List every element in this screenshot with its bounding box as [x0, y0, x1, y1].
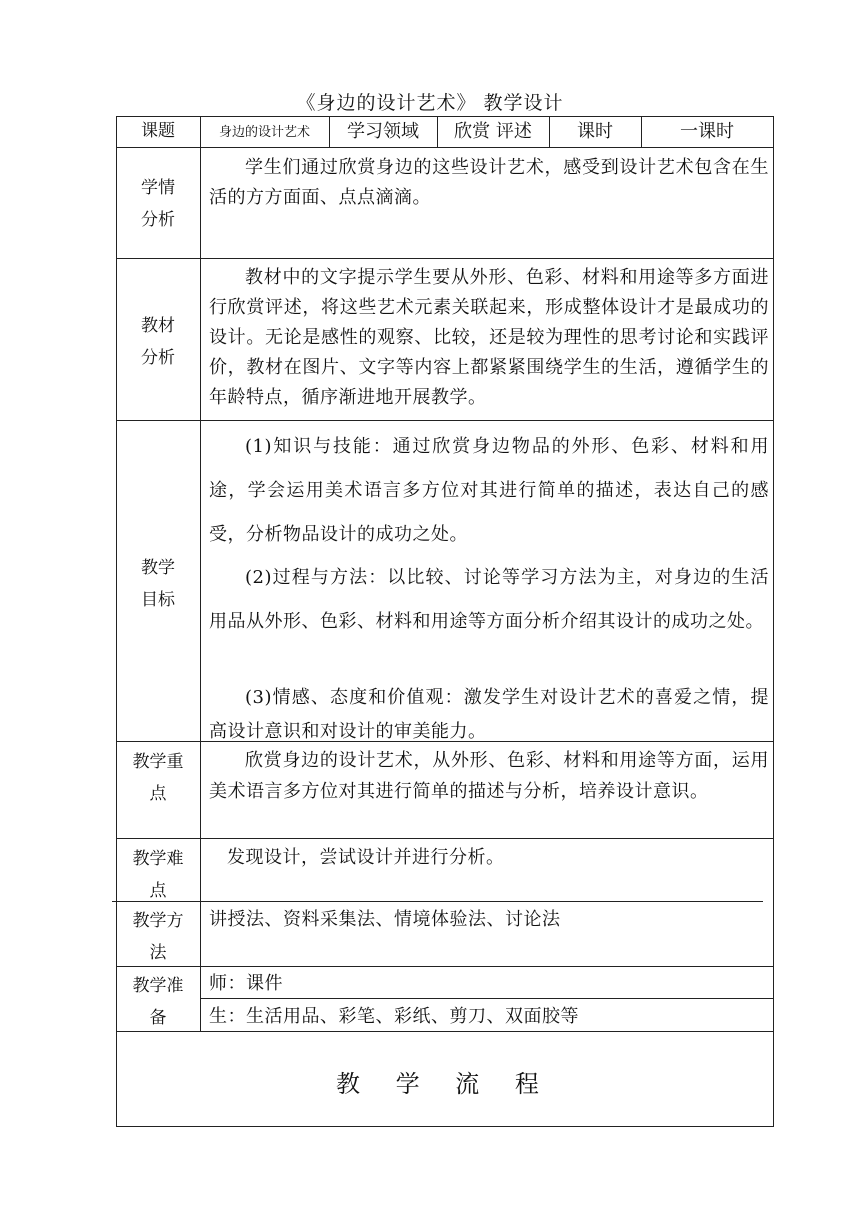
goal-emotion-text: (3)情感、态度和价值观：激发学生对设计艺术的喜爱之情，提高设计意识和对设计的审美能力。 — [209, 687, 769, 742]
material-analysis-label: 教材 分析 — [141, 316, 175, 368]
period-label: 课时 — [577, 121, 613, 142]
goal-process-text: (2)过程与方法：以比较、讨论等学习方法为主，对身边的生活用品从外形、色彩、材料和用途等方面分析介绍其设计的成功之处。 — [209, 567, 769, 632]
difficulties-text: 发现设计，尝试设计并进行分析。 — [227, 847, 505, 868]
course-value: 身边的设计艺术 — [218, 125, 310, 140]
key-points-label: 教学重 点 — [132, 752, 184, 804]
domain-value: 欣赏 评述 — [454, 121, 532, 142]
material-analysis-text: 教材中的文字提示学生要从外形、色彩、材料和用途等多方面进行欣赏评述，将这些艺术元素关联起来，形成整体设计才是最成功的设计。无论是感性的观察、比较，还是较为理性的思考讨论和实践评价，教材在图片、文字等内容上都紧紧围绕学生的生活，遵循学生的年龄特点，循序渐进地开展教学。 — [209, 267, 769, 408]
key-points-text: 欣赏身边的设计艺术，从外形、色彩、材料和用途等方面，运用美术语言多方位对其进行简单的描述与分析，培养设计意识。 — [209, 750, 769, 802]
goal-knowledge-text: (1)知识与技能：通过欣赏身边物品的外形、色彩、材料和用途，学会运用美术语言多方位对其进行简单的描述，表达自己的感受，分析物品设计的成功之处。 — [209, 436, 769, 545]
student-analysis-text: 学生们通过欣赏身边的这些设计艺术，感受到设计艺术包含在生活的方方面面、点点滴滴。 — [209, 157, 769, 208]
methods-text: 讲授法、资料采集法、情境体验法、讨论法 — [209, 909, 561, 930]
document-title: 《身边的设计艺术》 教学设计 — [296, 92, 564, 114]
preparation-student-text: 生：生活用品、彩笔、彩纸、剪刀、双面胶等 — [209, 1006, 579, 1027]
teaching-flow-heading: 教 学 流 程 — [336, 1070, 553, 1098]
methods-label: 教学方 法 — [132, 911, 184, 963]
period-value: 一课时 — [680, 121, 734, 142]
difficulties-label: 教学难 点 — [132, 849, 184, 901]
course-label: 课题 — [141, 121, 175, 141]
student-analysis-label: 学情 分析 — [141, 178, 175, 230]
teaching-goals-label: 教学 目标 — [141, 558, 175, 610]
preparation-label: 教学准 备 — [132, 976, 184, 1028]
domain-label: 学习领域 — [347, 121, 419, 142]
preparation-teacher-text: 师：课件 — [209, 973, 283, 994]
